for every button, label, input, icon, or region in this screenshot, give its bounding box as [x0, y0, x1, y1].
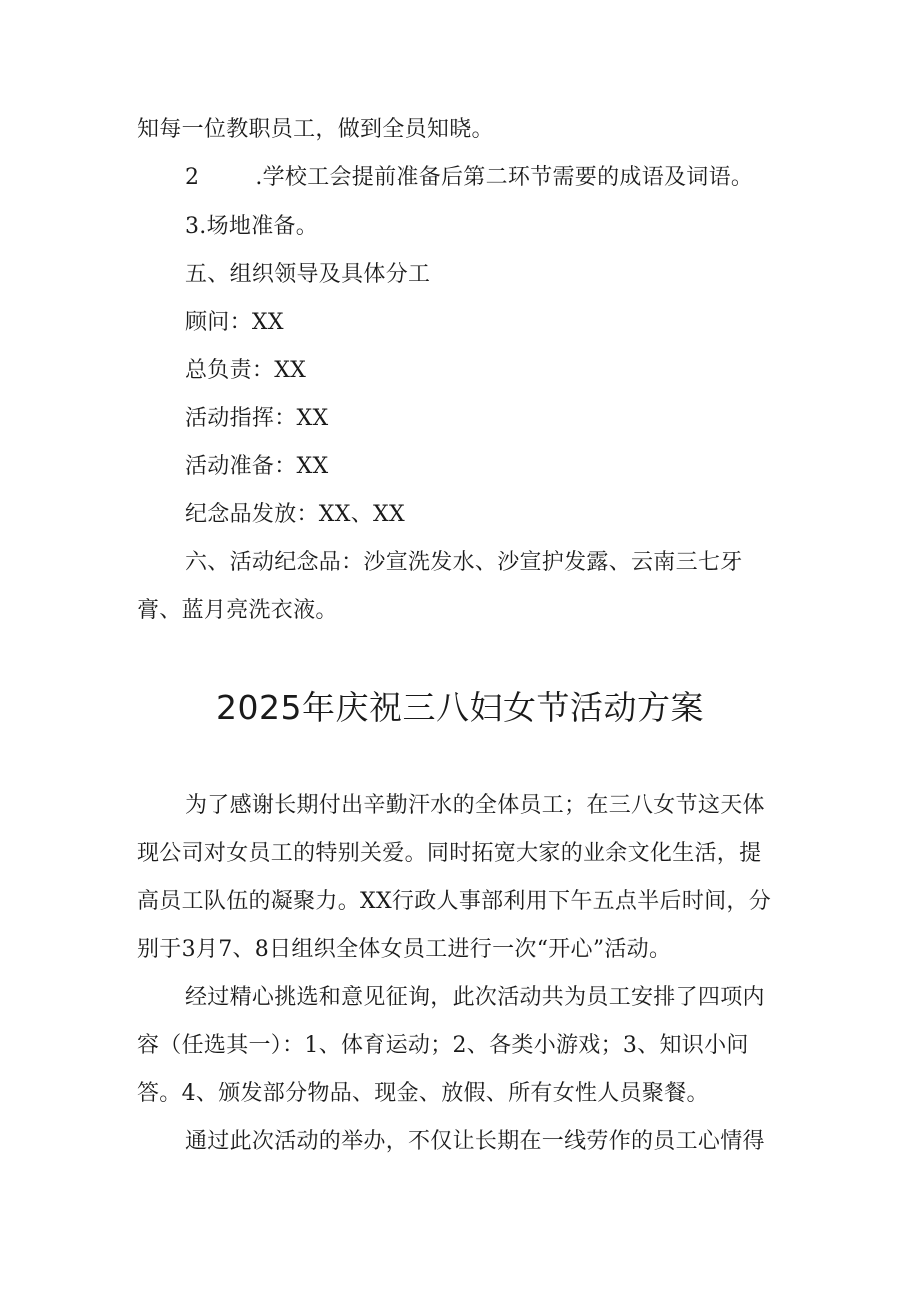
list-number: 2 — [185, 165, 200, 190]
text-line: 膏、蓝月亮洗衣液。 — [137, 598, 338, 623]
text-line: 知每一位教职员工，做到全员知晓。 — [137, 117, 494, 142]
section-heading-5: 五、组织领导及具体分工 — [185, 262, 431, 287]
list-text: .学校工会提前准备后第二环节需要的成语及词语。 — [255, 165, 754, 190]
paragraph-line: 答。4、颁发部分物品、现金、放假、所有女性人员聚餐。 — [137, 1081, 709, 1106]
paragraph-line: 别于3月7、8日组织全体女员工进行一次“开心”活动。 — [137, 937, 672, 962]
paragraph-line: 现公司对女员工的特别关爱。同时拓宽大家的业余文化生活，提 — [137, 841, 762, 866]
advisor-line: 顾问：XX — [185, 310, 284, 335]
leader-line: 总负责：XX — [185, 358, 307, 383]
list-item-3: 3.场地准备。 — [185, 214, 319, 239]
souvenir-distribution-line: 纪念品发放：XX、XX — [185, 502, 405, 527]
list-item-2 — [185, 164, 753, 192]
paragraph-line: 经过精心挑选和意见征询，此次活动共为员工安排了四项内 — [185, 985, 765, 1010]
commander-line: 活动指挥：XX — [185, 406, 329, 431]
paragraph-line: 容（任选其一）：1、体育运动；2、各类小游戏；3、知识小问 — [137, 1033, 749, 1058]
paragraph-line: 通过此次活动的举办，不仅让长期在一线劳作的员工心情得 — [185, 1129, 765, 1154]
paragraph-line: 高员工队伍的凝聚力。XX行政人事部利用下午五点半后时间，分 — [137, 889, 772, 914]
paragraph-line: 为了感谢长期付出辛勤汗水的全体员工；在三八女节这天体 — [185, 793, 765, 818]
document-title: 2025年庆祝三八妇女节活动方案 — [216, 688, 704, 727]
preparation-line: 活动准备：XX — [185, 454, 329, 479]
section-heading-6: 六、活动纪念品：沙宣洗发水、沙宣护发露、云南三七牙 — [185, 550, 743, 575]
